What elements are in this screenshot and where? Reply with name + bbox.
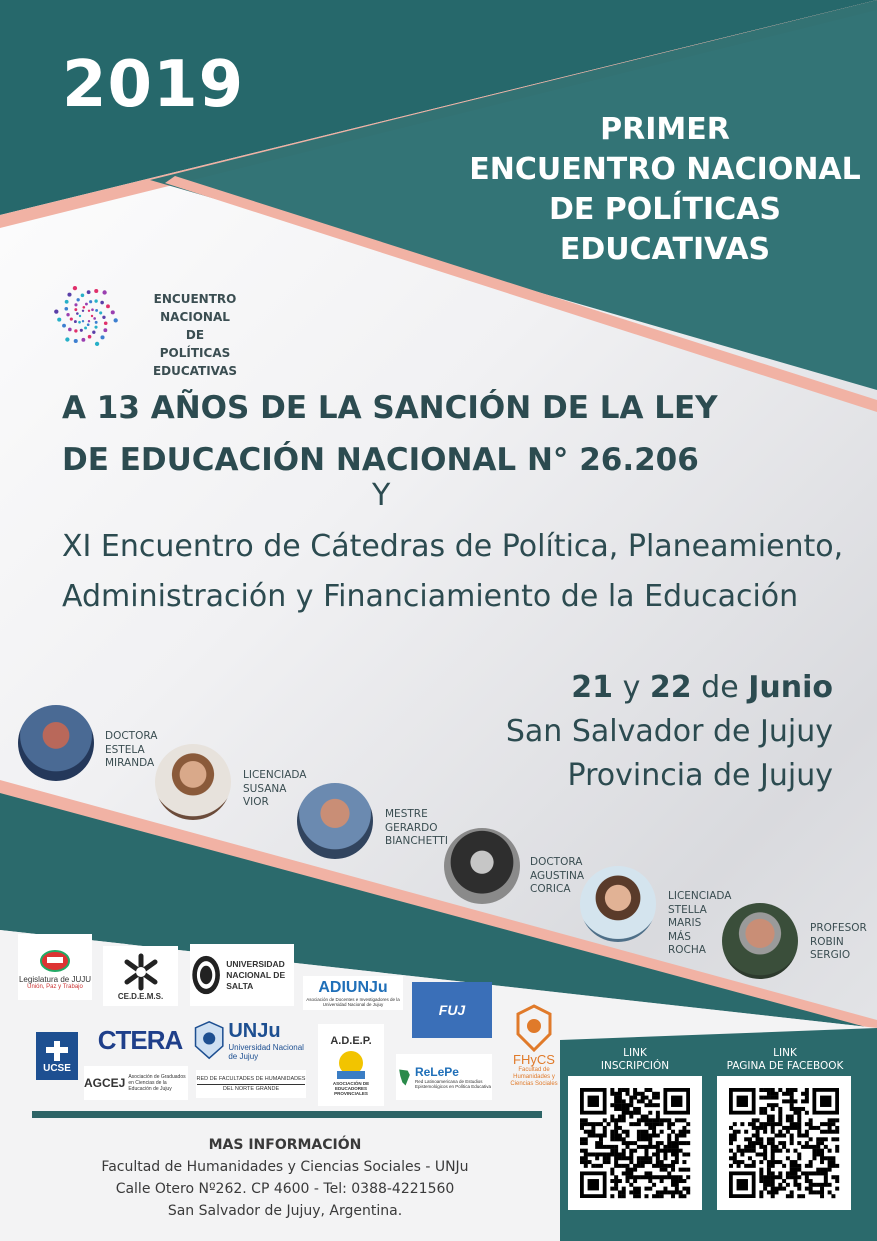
headline xyxy=(62,382,718,486)
contact-info xyxy=(70,1134,500,1222)
headline-line: A 13 AÑOS DE LA SANCIÓN DE LA LEY xyxy=(62,390,718,426)
logo-ctera: CTERA xyxy=(97,1024,183,1055)
event-dates xyxy=(506,666,833,798)
speaker-photo xyxy=(155,744,231,820)
year-label: 2019 xyxy=(62,48,245,122)
speaker-name: LICENCIADA STELLA MARIS MÁS ROCHA xyxy=(668,890,732,956)
event-title xyxy=(455,110,875,270)
province-line: Provincia de Jujuy xyxy=(567,758,833,793)
logo-adep: A.D.E.P. ASOCIACIÓN DE EDUCADORES PROVINCIALES xyxy=(318,1024,384,1106)
info-line: Facultad de Humanidades y Ciencias Sociales - UNJu xyxy=(101,1159,469,1175)
conjunction: Y xyxy=(372,478,391,513)
date-line: 21 y 22 de Junio xyxy=(571,670,833,705)
logo-cedems: CE.D.E.M.S. xyxy=(103,946,178,1006)
city-line: San Salvador de Jujuy xyxy=(505,714,833,749)
qr-pattern xyxy=(568,1076,702,1210)
divider xyxy=(32,1111,542,1118)
speaker-photo xyxy=(297,783,373,859)
logo-red-facultades: RED DE FACULTADES DE HUMANIDADES DEL NORTE GRANDE xyxy=(196,1070,306,1098)
speaker-photo xyxy=(18,705,94,781)
event-title-line: PRIMER xyxy=(600,112,730,147)
unsa-seal-icon xyxy=(190,947,222,1003)
logo-ucse: UCSE xyxy=(36,1032,78,1080)
subtitle xyxy=(62,522,843,622)
qr-label-facebook: LINK PAGINA DE FACEBOOK xyxy=(726,1047,844,1072)
subtitle-line: Administración y Financiamiento de la Educación xyxy=(62,579,799,614)
logo-legislatura-jujuy: Legislatura de JUJU Unión, Paz y Trabajo xyxy=(18,934,92,1000)
logo-agcej: AGCEJ Asociación de Graduados en Ciencias de la Educación de Jujuy xyxy=(84,1066,188,1100)
logo-unju: UNJu Universidad Nacional de Jujuy xyxy=(194,1012,310,1068)
logo-text-line: ENCUENTRO NACIONAL xyxy=(153,292,237,324)
encuentro-logo xyxy=(54,284,118,348)
speaker-photo xyxy=(722,903,798,979)
qr-code-inscripcion[interactable] xyxy=(568,1076,702,1210)
sun-book-icon xyxy=(331,1047,371,1081)
logo-text xyxy=(120,290,270,380)
latin-america-map-icon xyxy=(396,1059,412,1095)
subtitle-line: XI Encuentro de Cátedras de Política, Planeamiento, xyxy=(62,529,844,564)
fhycs-shield-icon xyxy=(516,1004,552,1052)
speaker-name: DOCTORA AGUSTINA CORICA xyxy=(530,856,585,895)
qr-code-facebook[interactable] xyxy=(717,1076,851,1210)
event-title-line: DE POLÍTICAS xyxy=(548,192,782,227)
qr-pattern xyxy=(717,1076,851,1210)
speaker-photo xyxy=(580,866,656,942)
event-title-line: ENCUENTRO NACIONAL xyxy=(469,152,861,187)
speaker-name: LICENCIADA SUSANA VIOR xyxy=(243,769,307,808)
logo-unsa: UNIVERSIDAD NACIONAL DE SALTA xyxy=(190,944,294,1006)
logo-relepe: ReLePe Red Latinoamericana de Estudios Epistemológicos en Política Educativa xyxy=(396,1054,492,1100)
logo-text-line: DE xyxy=(185,328,205,342)
headline-line: DE EDUCACIÓN NACIONAL N° 26.206 xyxy=(62,442,699,478)
logo-fuj: FUJ xyxy=(412,982,492,1038)
logo-fhycs: FHyCS Facultad de Humanidades y Ciencias Sociales xyxy=(505,996,563,1096)
info-line: San Salvador de Jujuy, Argentina. xyxy=(167,1203,403,1219)
speaker-name: MESTRE GERARDO BIANCHETTI xyxy=(385,808,448,847)
event-title-line: EDUCATIVAS xyxy=(559,232,771,267)
info-line: Calle Otero Nº262. CP 4600 - Tel: 0388-4221560 xyxy=(115,1181,455,1197)
qr-label-inscripcion: LINK INSCRIPCIÓN xyxy=(600,1047,670,1072)
coat-of-arms-icon xyxy=(35,945,75,975)
speaker-name: PROFESOR ROBIN SERGIO xyxy=(810,922,867,961)
info-heading: MAS INFORMACIÓN xyxy=(208,1137,362,1153)
speaker-photo xyxy=(444,828,520,904)
logo-adiunju: ADIUNJu Asociación de Docentes e Investigadores de la Universidad Nacional de Jujuy xyxy=(303,976,403,1010)
unju-shield-icon xyxy=(194,1014,224,1066)
cedems-icon xyxy=(119,952,163,992)
speaker-name: DOCTORA ESTELA MIRANDA xyxy=(105,730,158,769)
ucse-cross-icon xyxy=(42,1039,72,1063)
logo-text-line: POLÍTICAS EDUCATIVAS xyxy=(152,346,238,378)
